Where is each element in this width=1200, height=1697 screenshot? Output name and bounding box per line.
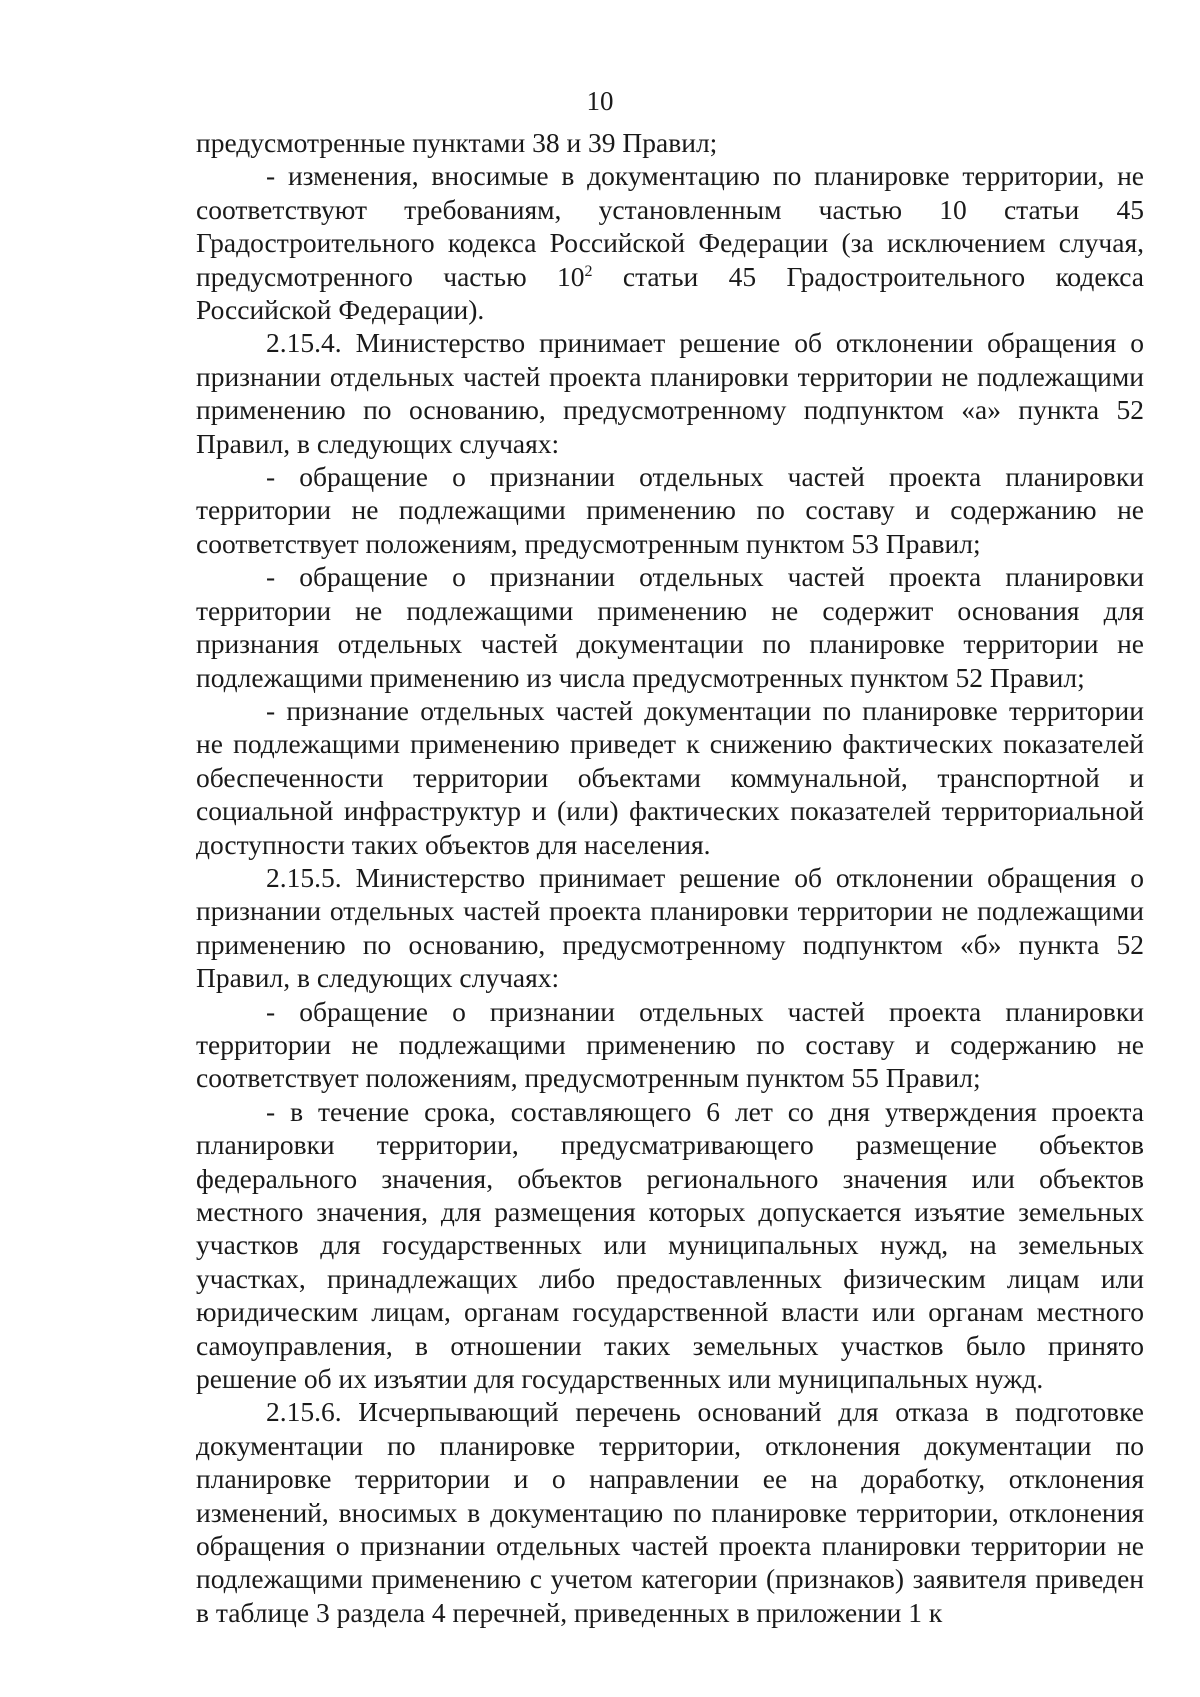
paragraph-continuation: предусмотренные пунктами 38 и 39 Правил; xyxy=(196,127,718,158)
document-body xyxy=(196,126,1144,1629)
page-number: 10 xyxy=(586,86,614,116)
paragraph-list-item: - обращение о признании отдельных частей проекта планировки территории не подлежащими применению не содержит основания для признания отдельных частей документации по планировке территории не подлежащими применению из числа предусмотренных пунктом 52 Правил; xyxy=(196,561,1144,693)
paragraph-list-item: - признание отдельных частей документации по планировке территории не подлежащими применению приведет к снижению фактических показателей обеспеченности территории объектами коммунальной, транспортной и социальной инфраструктур и (или) фактических показателей территориальной доступности таких объектов для населения. xyxy=(196,694,1144,860)
paragraph-list-item: - в течение срока, составляющего 6 лет со дня утверждения проекта планировки территории, предусматривающего размещение объектов федерального значения, объектов регионального значения или объектов местного значения, для размещения которых допускается изъятие земельных участков для государственных или муниципальных нужд, на земельных участках, принадлежащих либо предоставленных физическим лицам или юридическим лицам, органам государственной власти или органам местного самоуправления, в отношении таких земельных участков было принято решение об их изъятии для государственных или муниципальных нужд. xyxy=(196,1095,1144,1395)
paragraph-list-item: - обращение о признании отдельных частей проекта планировки территории не подлежащими применению по составу и содержанию не соответствует положениям, предусмотренным пунктом 55 Правил; xyxy=(196,995,1144,1094)
paragraph-2-15-5: 2.15.5. Министерство принимает решение об отклонении обращения о признании отдельных частей проекта планировки территории не подлежащими применению по основанию, предусмотренному подпунктом «б» пункта 52 Правил, в следующих случаях: xyxy=(196,861,1144,994)
paragraph-2-15-4: 2.15.4. Министерство принимает решение об отклонении обращения о признании отдельных частей проекта планировки территории не подлежащими применению по основанию, предусмотренному подпунктом «а» пункта 52 Правил, в следующих случаях: xyxy=(196,327,1144,459)
paragraph-text: - изменения, вносимые в документацию по планировке территории, не соответствуют требованиям, установленным частью 10 статьи 45 Градостроительного кодекса Российской Федерации (за исключением случая, предусмотренного частью 10 xyxy=(196,160,1144,292)
paragraph-2-15-6: 2.15.6. Исчерпывающий перечень оснований для отказа в подготовке документации по планировке территории, отклонения документации по планировке территории и о направлении ее на доработку, отклонения изменений, вносимых в документацию по планировке территории, отклонения обращения о признании отдельных частей проекта планировки территории не подлежащими применению с учетом категории (признаков) заявителя приведен в таблице 3 раздела 4 перечней, приведенных в приложении 1 к xyxy=(196,1396,1144,1628)
paragraph-list-item: - обращение о признании отдельных частей проекта планировки территории не подлежащими применению по составу и содержанию не соответствует положениям, предусмотренным пунктом 53 Правил; xyxy=(196,461,1144,559)
superscript: 2 xyxy=(584,262,593,280)
paragraph-text: статьи 45 Градостроительного кодекса Российской Федерации). xyxy=(196,260,1145,326)
paragraph-amendments-noncompliance xyxy=(196,159,1144,326)
